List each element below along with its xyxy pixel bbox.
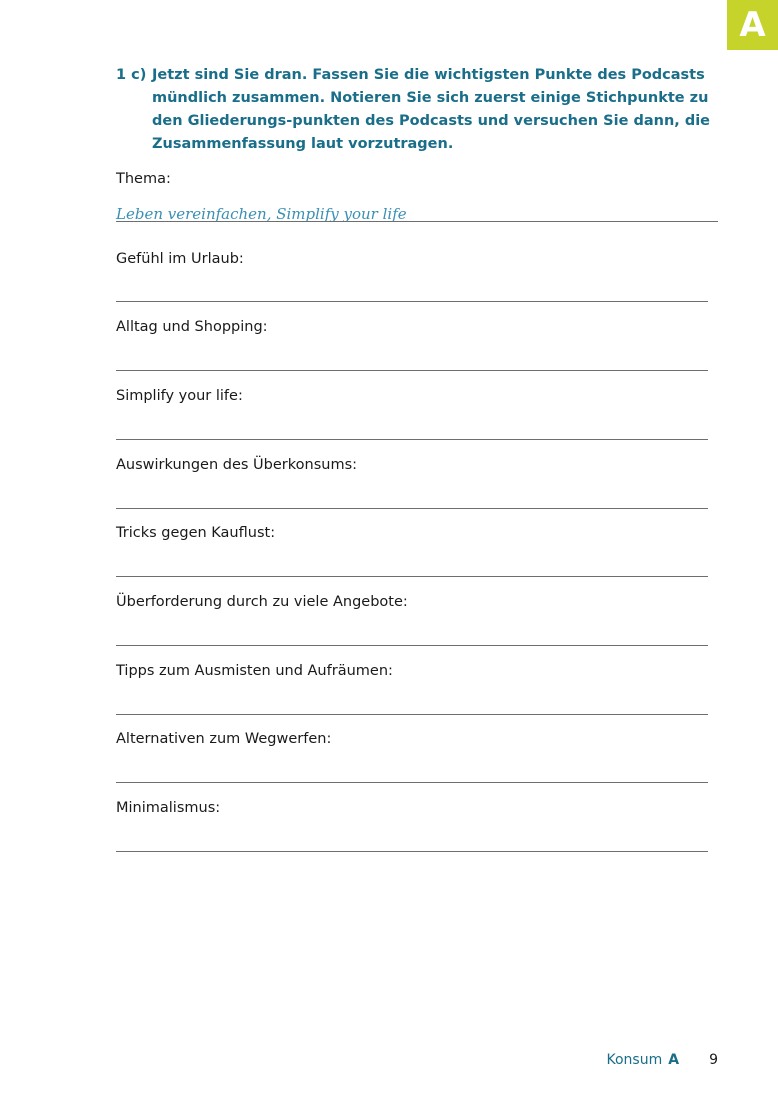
answer-line[interactable]: [116, 782, 708, 783]
field-label-theme: Thema:: [116, 171, 171, 187]
answer-line[interactable]: [116, 439, 708, 440]
task-instruction-block: [116, 64, 716, 156]
footer-topic: Konsum: [606, 1052, 663, 1068]
field-label: Tipps zum Ausmisten und Aufräumen:: [116, 663, 393, 679]
field-label: Simplify your life:: [116, 388, 243, 404]
field-ueberforderung: [116, 594, 708, 646]
task-number: 1 c): [116, 67, 147, 83]
field-tricks: [116, 525, 708, 577]
footer-section-letter: A: [668, 1052, 680, 1068]
field-label: Minimalismus:: [116, 800, 221, 816]
answer-line[interactable]: [116, 714, 708, 715]
field-alltag: [116, 319, 708, 371]
field-tipps: [116, 663, 708, 715]
field-auswirkungen: [116, 457, 708, 509]
answer-line[interactable]: [116, 645, 708, 646]
field-label: Alternativen zum Wegwerfen:: [116, 731, 332, 747]
field-label: Überforderung durch zu viele Angebote:: [116, 594, 408, 610]
page-footer: [607, 1052, 719, 1068]
answer-line[interactable]: [116, 370, 708, 371]
page-number: 9: [709, 1052, 718, 1068]
handwritten-answer-theme[interactable]: Leben vereinfachen, Simplify your life: [116, 205, 407, 223]
field-alternativen: [116, 731, 708, 783]
field-theme: [116, 171, 708, 223]
field-label: Gefühl im Urlaub:: [116, 251, 244, 267]
task-instruction: Jetzt sind Sie dran. Fassen Sie die wichtigsten Punkte des Podcasts mündlich zusammen. Notieren Sie sich zuerst einige Stichpunkte zu den Gliederungs-punkten des Podcasts und versuchen Sie dann, die Zusammenfassung laut vorzutragen.: [152, 67, 711, 152]
field-simplify: [116, 388, 708, 440]
section-tab: A: [727, 0, 778, 50]
field-label: Alltag und Shopping:: [116, 319, 268, 335]
field-minimalismus: [116, 800, 708, 852]
answer-line-theme[interactable]: [116, 221, 718, 222]
field-label: Auswirkungen des Überkonsums:: [116, 457, 358, 473]
answer-line[interactable]: [116, 301, 708, 302]
field-label: Tricks gegen Kauflust:: [116, 525, 276, 541]
answer-line[interactable]: [116, 576, 708, 577]
field-urlaub: [116, 251, 708, 303]
answer-line[interactable]: [116, 508, 708, 509]
answer-line[interactable]: [116, 851, 708, 852]
